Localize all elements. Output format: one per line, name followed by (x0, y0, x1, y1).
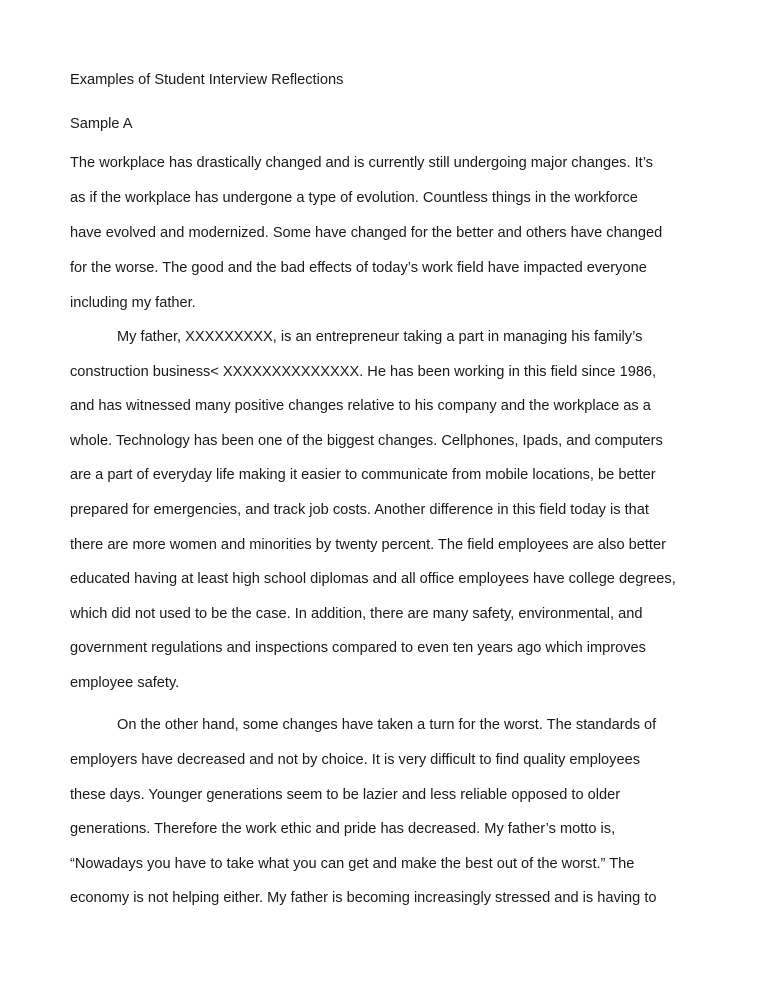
body-line: construction business< XXXXXXXXXXXXXX. He has been working in this field since 1986, (70, 364, 657, 380)
body-line: “Nowadays you have to take what you can get and make the best out of the worst.” The (70, 856, 635, 872)
body-line: economy is not helping either. My father is becoming increasingly stressed and is having to (70, 890, 657, 906)
document-title: Examples of Student Interview Reflections (70, 72, 344, 88)
body-line: educated having at least high school diplomas and all office employees have college degrees, (70, 571, 676, 587)
body-line: have evolved and modernized. Some have changed for the better and others have changed (70, 225, 663, 241)
body-line: including my father. (70, 295, 196, 311)
body-line: and has witnessed many positive changes relative to his company and the workplace as a (70, 398, 651, 414)
body-line: employee safety. (70, 675, 180, 691)
section-heading: Sample A (70, 116, 133, 132)
body-line: prepared for emergencies, and track job costs. Another difference in this field today is that (70, 502, 649, 518)
body-line: The workplace has drastically changed and is currently still undergoing major changes. It’s (70, 155, 653, 171)
body-line: government regulations and inspections compared to even ten years ago which improves (70, 640, 646, 656)
body-line: for the worse. The good and the bad effects of today’s work field have impacted everyone (70, 260, 647, 276)
body-line: as if the workplace has undergone a type of evolution. Countless things in the workforce (70, 190, 638, 206)
body-line: generations. Therefore the work ethic and pride has decreased. My father’s motto is, (70, 821, 616, 837)
body-line: On the other hand, some changes have taken a turn for the worst. The standards of (117, 717, 657, 733)
body-line: there are more women and minorities by twenty percent. The field employees are also better (70, 537, 666, 553)
body-line: which did not used to be the case. In addition, there are many safety, environmental, and (70, 606, 643, 622)
body-line: are a part of everyday life making it easier to communicate from mobile locations, be better (70, 467, 656, 483)
body-line: employers have decreased and not by choice. It is very difficult to find quality employees (70, 752, 641, 768)
body-line: these days. Younger generations seem to be lazier and less reliable opposed to older (70, 787, 621, 803)
body-line: whole. Technology has been one of the biggest changes. Cellphones, Ipads, and computers (70, 433, 663, 449)
body-line: My father, XXXXXXXXX, is an entrepreneur taking a part in managing his family’s (117, 329, 643, 345)
